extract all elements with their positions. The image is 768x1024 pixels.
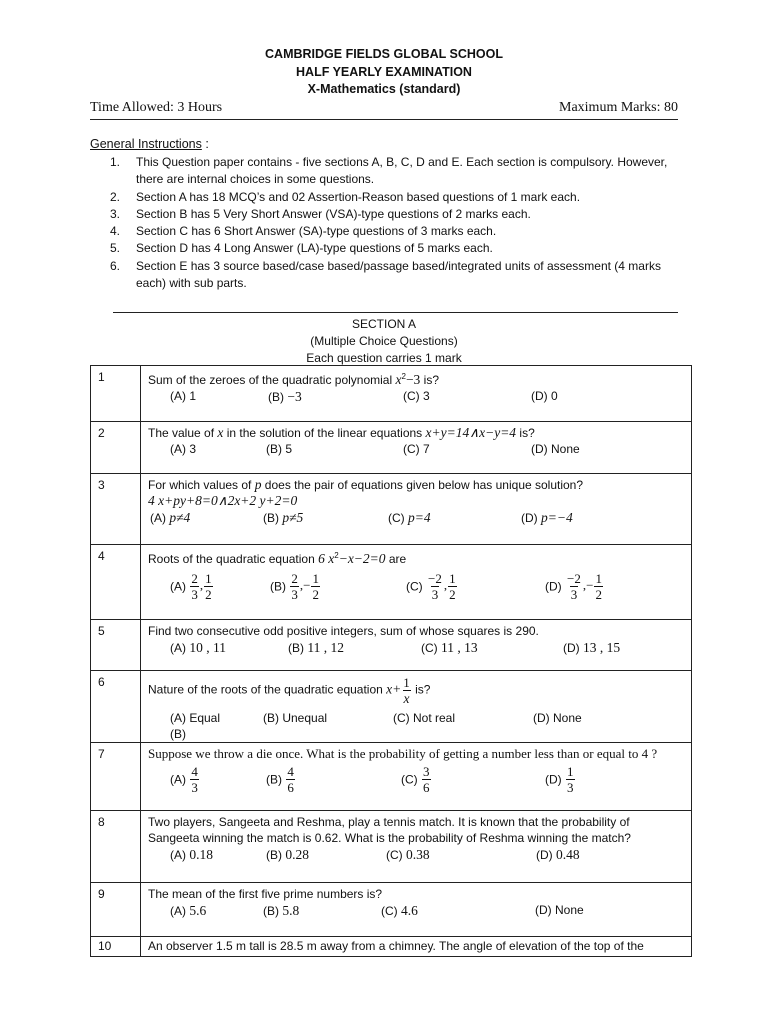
fraction: $\frac{1}{3}$: [567, 764, 574, 795]
fraction: $\frac{4}{3}$: [191, 764, 198, 795]
option-d: (D) 0: [531, 389, 558, 403]
option-d: (D) None: [535, 903, 584, 917]
question-row: [91, 620, 692, 671]
option-b: (B) −3: [268, 389, 302, 404]
option-a: (A) 5.6: [170, 903, 207, 918]
question-stem: Nature of the roots of the quadratic equation x+ $\frac{1}{x}$ is?: [148, 675, 431, 706]
question-row: [91, 883, 692, 937]
options: [148, 847, 691, 869]
header-divider: [90, 119, 678, 120]
question-number: 7: [91, 743, 141, 811]
option-c: (C) 7: [403, 442, 430, 456]
option-c: (C) Not real: [393, 711, 456, 725]
option-b: (B) p≠5: [263, 510, 304, 525]
option-a: (A) 10 , 11: [170, 640, 226, 655]
stray-option-label: (B): [170, 727, 186, 741]
options: [148, 442, 691, 464]
question-stem: The mean of the first five prime numbers is?: [148, 887, 383, 901]
fraction: $\frac{-2}{3}$: [428, 571, 442, 602]
option-d: (D) None: [531, 442, 580, 456]
instruction-item: 5. Section D has 4 Long Answer (LA)-type questions of 5 marks each.: [110, 241, 493, 256]
options: [148, 389, 691, 411]
option-b: (B) $\frac{4}{6}$: [266, 764, 294, 795]
option-d: (D) None: [533, 711, 582, 725]
question-row: [91, 671, 692, 743]
section-note: Each question carries 1 mark: [306, 351, 462, 365]
question-stem: The value of x in the solution of the linear equations x+y=14∧x−y=4 is?: [148, 425, 535, 440]
question-row: [91, 743, 692, 811]
options: [148, 640, 691, 662]
question-body: [141, 422, 692, 474]
options: [148, 510, 691, 532]
section-divider: [113, 312, 678, 313]
section-heading: [0, 316, 768, 367]
fraction: $\frac{2}{3}$: [191, 571, 198, 602]
option-c: (C) 4.6: [381, 903, 418, 918]
question-number: 3: [91, 474, 141, 545]
question-row: [91, 937, 692, 957]
option-a: (A) 0.18: [170, 847, 213, 862]
question-body: [141, 545, 692, 620]
exam-meta: [90, 100, 678, 116]
school-name: CAMBRIDGE FIELDS GLOBAL SCHOOL: [265, 47, 503, 61]
instruction-item: 3. Section B has 5 Very Short Answer (VSA)-type questions of 2 marks each.: [110, 206, 531, 221]
fraction: $\frac{1}{2}$: [312, 571, 319, 602]
option-b: (B) Unequal: [263, 711, 328, 725]
question-stem: Suppose we throw a die once. What is the probability of getting a number less than or equal to 4 ?: [148, 746, 658, 761]
question-row: [91, 366, 692, 422]
fraction: $\frac{1}{2}$: [205, 571, 212, 602]
option-d: (D) $\frac{1}{3}$: [545, 764, 574, 795]
instruction-item: 6. Section E has 3 source based/case based/passage based/integrated units of assessment (4 marks each) with sub parts.: [110, 258, 661, 291]
option-b: (B) 0.28: [266, 847, 309, 862]
fraction: $\frac{1}{2}$: [449, 571, 456, 602]
question-number: 10: [91, 937, 141, 957]
question-number: 9: [91, 883, 141, 937]
maximum-marks: Maximum Marks: 80: [559, 100, 678, 115]
question-number: 1: [91, 366, 141, 422]
question-row: [91, 545, 692, 620]
option-c: (C) 3: [403, 389, 430, 403]
fraction: $\frac{1}{x}$: [403, 675, 410, 706]
question-number: 6: [91, 671, 141, 743]
option-c: (C) $\frac{3}{6}$: [401, 764, 430, 795]
options: [148, 765, 691, 803]
question-body: [141, 474, 692, 545]
option-a: (A) Equal: [170, 711, 221, 725]
question-stem: An observer 1.5 m tall is 28.5 m away from a chimney. The angle of elevation of the top of the: [148, 939, 644, 953]
option-d: (D) 0.48: [536, 847, 580, 862]
question-number: 8: [91, 811, 141, 883]
question-number: 2: [91, 422, 141, 474]
option-c: (C) $\frac{-2}{3}$ , $\frac{1}{2}$: [406, 571, 456, 602]
question-number: 5: [91, 620, 141, 671]
exam-header: [0, 46, 768, 99]
options: [148, 570, 691, 608]
option-a: (A) 3: [170, 442, 197, 456]
option-c: (C) 11 , 13: [421, 640, 478, 655]
question-body: [141, 811, 692, 883]
fraction: $\frac{1}{2}$: [595, 571, 602, 602]
instructions-title: General Instructions :: [90, 137, 209, 151]
instruction-item: 4. Section C has 6 Short Answer (SA)-type questions of 3 marks each.: [110, 224, 497, 239]
option-d: (D) $\frac{-2}{3}$ ,− $\frac{1}{2}$: [545, 571, 602, 602]
options: [148, 903, 691, 925]
option-a: (A) p≠4: [150, 510, 191, 525]
option-c: (C) p=4: [388, 510, 431, 525]
question-body: [141, 937, 692, 957]
option-b: (B) 5.8: [263, 903, 300, 918]
fraction: $\frac{2}{3}$: [291, 571, 298, 602]
instructions-list: [110, 154, 670, 292]
option-a: (A) $\frac{2}{3}$ , $\frac{1}{2}$: [170, 571, 212, 602]
time-allowed: Time Allowed: 3 Hours: [90, 100, 223, 115]
question-body: [141, 671, 692, 743]
question-stem: Find two consecutive odd positive integers, sum of whose squares is 290.: [148, 624, 539, 638]
question-number: 4: [91, 545, 141, 620]
fraction: $\frac{3}{6}$: [423, 764, 430, 795]
option-b: (B) $\frac{2}{3}$ ,− $\frac{1}{2}$: [270, 571, 319, 602]
question-body: [141, 620, 692, 671]
instruction-item: 1. This Question paper contains - five sections A, B, C, D and E. Each section is compulsory. However, there are internal choices in some questions.: [110, 155, 668, 187]
fraction: $\frac{-2}{3}$: [567, 571, 581, 602]
question-row: [91, 474, 692, 545]
question-body: [141, 883, 692, 937]
option-b: (B) 5: [266, 442, 293, 456]
subject-name: X-Mathematics (standard): [307, 82, 461, 96]
question-stem: Two players, Sangeeta and Reshma, play a tennis match. It is known that the probability of Sangeeta winning the match is 0.62. What is the probability of Reshma winning the match?: [148, 815, 631, 845]
questions-table: [90, 365, 692, 957]
option-a: (A) 1: [170, 389, 197, 403]
question-row: [91, 422, 692, 474]
option-c: (C) 0.38: [386, 847, 430, 862]
question-row: [91, 811, 692, 883]
option-b: (B) 11 , 12: [288, 640, 344, 655]
question-stem: For which values of p does the pair of equations given below has unique solution?: [148, 477, 584, 492]
options: [148, 711, 691, 727]
question-body: [141, 366, 692, 422]
question-body: [141, 743, 692, 811]
section-title: SECTION A: [351, 317, 416, 331]
question-equation: 4 x+py+8=0∧2x+2 y+2=0: [148, 493, 298, 508]
exam-name: HALF YEARLY EXAMINATION: [296, 64, 472, 79]
option-a: (A) $\frac{4}{3}$: [170, 764, 198, 795]
option-d: (D) p=−4: [521, 510, 573, 525]
fraction: $\frac{4}{6}$: [287, 764, 294, 795]
question-stem: Roots of the quadratic equation 6 $x^2-x-2=0$ are: [148, 551, 407, 566]
question-stem: Sum of the zeroes of the quadratic polynomial $x^2-3$ is?: [148, 372, 439, 387]
instruction-item: 2. Section A has 18 MCQ’s and 02 Assertion-Reason based questions of 1 mark each.: [110, 189, 581, 204]
option-d: (D) 13 , 15: [563, 640, 621, 655]
section-subtitle: (Multiple Choice Questions): [310, 334, 458, 348]
